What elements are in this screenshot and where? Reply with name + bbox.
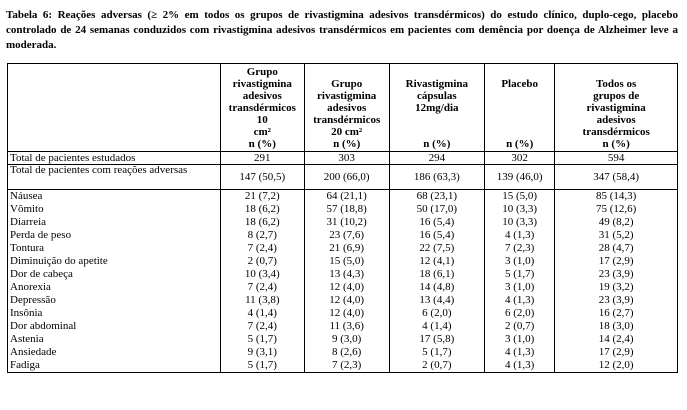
cell-value: 7 (2,3) (304, 359, 389, 373)
table-caption: Tabela 6: Reações adversas (≥ 2% em todos os grupos de rivastigmina adesivos transdérmicos) do estudo clínico, duplo-cego, placebo controlado de 24 semanas conduzidos com rivastigmina adesivos transdérmicos em pacientes com demência por doença de Alzheimer leve a moderada. (6, 9, 678, 51)
cell-value: 302 (485, 152, 555, 165)
cell-value: 3 (1,0) (485, 333, 555, 346)
cell-value: 10 (3,4) (220, 268, 304, 281)
cell-value: 85 (14,3) (555, 190, 678, 204)
cell-value: 18 (6,2) (220, 203, 304, 216)
cell-value: 2 (0,7) (389, 359, 484, 373)
table-row (8, 203, 678, 216)
cell-value: 11 (3,8) (220, 294, 304, 307)
cell-value: 22 (7,5) (389, 242, 484, 255)
cell-value: 23 (7,6) (304, 229, 389, 242)
row-label: Diarreia (8, 216, 221, 229)
row-label: Total de pacientes estudados (8, 152, 221, 165)
cell-value: 7 (2,3) (485, 242, 555, 255)
cell-value: 347 (58,4) (555, 165, 678, 190)
row-label: Vômito (8, 203, 221, 216)
cell-value: 15 (5,0) (485, 190, 555, 204)
table-row (8, 229, 678, 242)
row-label: Dor de cabeça (8, 268, 221, 281)
table-row (8, 190, 678, 204)
header-cell-capsules: Rivastigmina cápsulas 12mg/dia n (%) (389, 64, 484, 152)
cell-value: 294 (389, 152, 484, 165)
cell-value: 303 (304, 152, 389, 165)
cell-value: 3 (1,0) (485, 255, 555, 268)
table-row (8, 333, 678, 346)
cell-value: 68 (23,1) (389, 190, 484, 204)
cell-value: 11 (3,6) (304, 320, 389, 333)
table-row (8, 152, 678, 165)
cell-value: 17 (2,9) (555, 346, 678, 359)
cell-value: 10 (3,3) (485, 216, 555, 229)
header-cell-patch-10: Grupo rivastigmina adesivos transdérmicos 10 cm² n (%) (220, 64, 304, 152)
cell-value: 12 (4,1) (389, 255, 484, 268)
cell-value: 31 (10,2) (304, 216, 389, 229)
cell-value: 21 (7,2) (220, 190, 304, 204)
cell-value: 57 (18,8) (304, 203, 389, 216)
cell-value: 186 (63,3) (389, 165, 484, 190)
header-cell-all-patches: Todos os grupos de rivastigmina adesivos transdérmicos n (%) (555, 64, 678, 152)
cell-value: 23 (3,9) (555, 268, 678, 281)
cell-value: 7 (2,4) (220, 320, 304, 333)
table-row (8, 346, 678, 359)
table-row (8, 320, 678, 333)
cell-value: 12 (4,0) (304, 281, 389, 294)
cell-value: 12 (2,0) (555, 359, 678, 373)
cell-value: 28 (4,7) (555, 242, 678, 255)
cell-value: 17 (2,9) (555, 255, 678, 268)
table-row (8, 242, 678, 255)
cell-value: 8 (2,7) (220, 229, 304, 242)
cell-value: 4 (1,3) (485, 346, 555, 359)
cell-value: 14 (2,4) (555, 333, 678, 346)
row-label: Insônia (8, 307, 221, 320)
cell-value: 594 (555, 152, 678, 165)
table-row (8, 281, 678, 294)
cell-value: 21 (6,9) (304, 242, 389, 255)
row-label: Náusea (8, 190, 221, 204)
cell-value: 291 (220, 152, 304, 165)
row-label: Ansiedade (8, 346, 221, 359)
row-label: Anorexia (8, 281, 221, 294)
table-row (8, 255, 678, 268)
cell-value: 5 (1,7) (485, 268, 555, 281)
cell-value: 9 (3,0) (304, 333, 389, 346)
row-label: Depressão (8, 294, 221, 307)
cell-value: 2 (0,7) (220, 255, 304, 268)
cell-value: 12 (4,0) (304, 294, 389, 307)
cell-value: 18 (6,1) (389, 268, 484, 281)
cell-value: 13 (4,4) (389, 294, 484, 307)
table-row (8, 268, 678, 281)
header-cell-placebo: Placebo n (%) (485, 64, 555, 152)
totals-body (8, 152, 678, 190)
cell-value: 13 (4,3) (304, 268, 389, 281)
cell-value: 17 (5,8) (389, 333, 484, 346)
header-row (8, 64, 678, 152)
cell-value: 5 (1,7) (389, 346, 484, 359)
table-header (8, 64, 678, 152)
table-row (8, 359, 678, 373)
cell-value: 147 (50,5) (220, 165, 304, 190)
cell-value: 23 (3,9) (555, 294, 678, 307)
cell-value: 50 (17,0) (389, 203, 484, 216)
cell-value: 16 (5,4) (389, 229, 484, 242)
cell-value: 75 (12,6) (555, 203, 678, 216)
cell-value: 4 (1,3) (485, 229, 555, 242)
cell-value: 8 (2,6) (304, 346, 389, 359)
cell-value: 18 (6,2) (220, 216, 304, 229)
cell-value: 15 (5,0) (304, 255, 389, 268)
cell-value: 49 (8,2) (555, 216, 678, 229)
cell-value: 14 (4,8) (389, 281, 484, 294)
cell-value: 4 (1,3) (485, 359, 555, 373)
row-label: Total de pacientes com reações adversas (8, 165, 221, 190)
table-row (8, 307, 678, 320)
adverse-reactions-table (7, 63, 678, 373)
header-cell-patch-20: Grupo rivastigmina adesivos transdérmicos 20 cm² n (%) (304, 64, 389, 152)
cell-value: 19 (3,2) (555, 281, 678, 294)
cell-value: 4 (1,4) (389, 320, 484, 333)
table-row (8, 294, 678, 307)
cell-value: 3 (1,0) (485, 281, 555, 294)
cell-value: 9 (3,1) (220, 346, 304, 359)
cell-value: 6 (2,0) (485, 307, 555, 320)
row-label: Perda de peso (8, 229, 221, 242)
cell-value: 16 (5,4) (389, 216, 484, 229)
table-row (8, 216, 678, 229)
row-label: Fadiga (8, 359, 221, 373)
cell-value: 4 (1,4) (220, 307, 304, 320)
cell-value: 5 (1,7) (220, 359, 304, 373)
table-row (8, 165, 678, 190)
row-label: Astenia (8, 333, 221, 346)
cell-value: 16 (2,7) (555, 307, 678, 320)
row-label: Diminuição do apetite (8, 255, 221, 268)
reactions-body (8, 190, 678, 373)
cell-value: 2 (0,7) (485, 320, 555, 333)
cell-value: 200 (66,0) (304, 165, 389, 190)
cell-value: 7 (2,4) (220, 281, 304, 294)
header-cell-label (8, 64, 221, 152)
cell-value: 31 (5,2) (555, 229, 678, 242)
cell-value: 18 (3,0) (555, 320, 678, 333)
cell-value: 7 (2,4) (220, 242, 304, 255)
cell-value: 5 (1,7) (220, 333, 304, 346)
row-label: Dor abdominal (8, 320, 221, 333)
cell-value: 6 (2,0) (389, 307, 484, 320)
row-label: Tontura (8, 242, 221, 255)
cell-value: 12 (4,0) (304, 307, 389, 320)
cell-value: 4 (1,3) (485, 294, 555, 307)
cell-value: 139 (46,0) (485, 165, 555, 190)
cell-value: 64 (21,1) (304, 190, 389, 204)
cell-value: 10 (3,3) (485, 203, 555, 216)
